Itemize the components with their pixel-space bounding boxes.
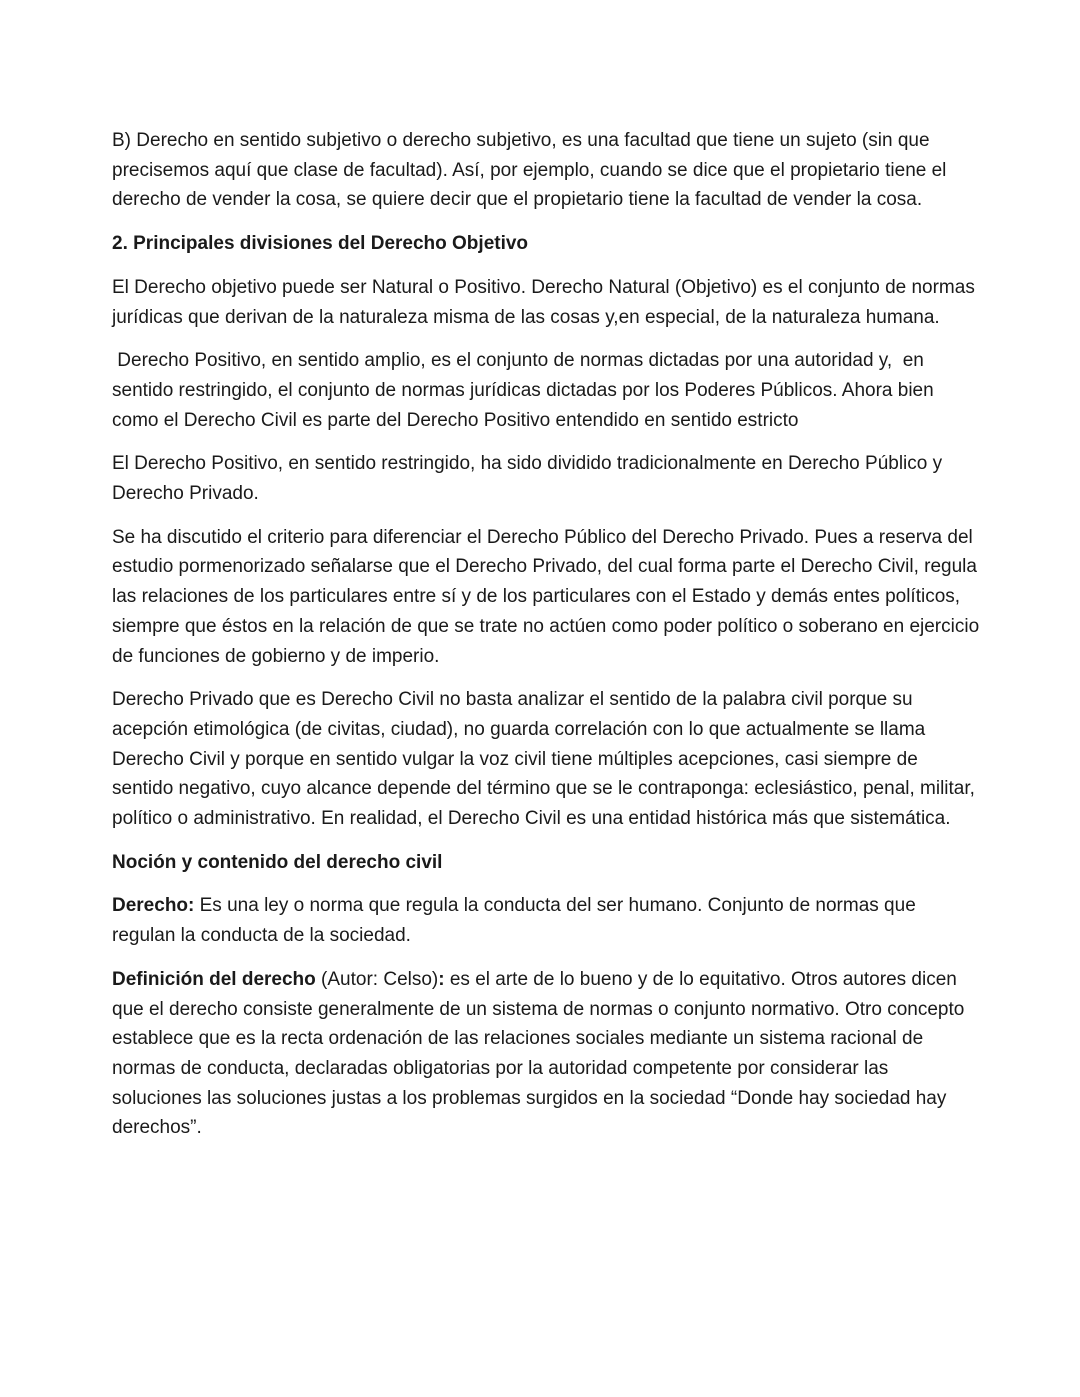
derecho-definition-text: Es una ley o norma que regula la conducta del ser humano. Conjunto de normas que regulan la conducta de la sociedad.	[112, 895, 916, 947]
term-derecho: Derecho:	[112, 895, 195, 917]
paragraph-criterio: Se ha discutido el criterio para diferenciar el Derecho Público del Derecho Privado. Pues a reserva del estudio pormenorizado señalarse que el Derecho Privado, del cual forma parte el Derecho Civil, regula las relaciones de los particulares entre sí y de los particulares con el Estado y demás entes políticos, siempre que éstos en la relación de que se trate no actúen como poder político o soberano en ejercicio de funciones de gobierno y de imperio.	[112, 526, 980, 667]
term-definicion: Definición del derecho	[112, 968, 316, 990]
paragraph-derecho-positivo: Derecho Positivo, en sentido amplio, es el conjunto de normas dictadas por una autoridad y, en sentido restringido, el conjunto de normas jurídicas dictadas por los Poderes Públicos. Ahora bien como el Derecho Civil es parte del Derecho Positivo entendido en sentido estricto	[112, 350, 939, 431]
paragraph-derecho-civil: Derecho Privado que es Derecho Civil no basta analizar el sentido de la palabra civil porque su acepción etimológica (de civitas, ciudad), no guarda correlación con lo que actualmente se llama Derecho Civil y porque en sentido vulgar la voz civil tiene múltiples acepciones, casi siempre de sentido negativo, cuyo alcance depende del término que se le contraponga: eclesiástico, penal, militar, político o administrativo. En realidad, el Derecho Civil es una entidad histórica más que sistemática.	[112, 689, 975, 830]
paragraph-publico-privado: El Derecho Positivo, en sentido restringido, ha sido dividido tradicionalmente en Derecho Público y Derecho Privado.	[112, 453, 943, 505]
paragraph-definicion-celso	[112, 965, 982, 1143]
colon-mark: :	[438, 968, 445, 990]
definicion-text: es el arte de lo bueno y de lo equitativo. Otros autores dicen que el derecho consiste generalmente de un sistema de normas o conjunto normativo. Otro concepto establece que es la recta ordenación de las relaciones sociales mediante un sistema racional de normas de conducta, declaradas obligatorias por la autoridad competente por considerar las soluciones las soluciones justas a los problemas surgidos en la sociedad “Donde hay sociedad hay derechos”.	[112, 968, 965, 1139]
document-page	[112, 126, 982, 1157]
paragraph-derecho-subjetivo: B) Derecho en sentido subjetivo o derecho subjetivo, es una facultad que tiene un sujeto (sin que precisemos aquí que clase de facultad). Así, por ejemplo, cuando se dice que el propietario tiene el derecho de vender la cosa, se quiere decir que el propietario tiene la facultad de vender la cosa.	[112, 130, 947, 211]
paragraph-derecho-definition	[112, 891, 982, 950]
paragraph-derecho-natural: El Derecho objetivo puede ser Natural o Positivo. Derecho Natural (Objetivo) es el conjunto de normas jurídicas que derivan de la naturaleza misma de las cosas y,en especial, de la naturaleza humana.	[112, 276, 975, 328]
author-reference: (Autor: Celso)	[315, 968, 439, 990]
section-heading-nocion: Noción y contenido del derecho civil	[112, 851, 443, 873]
section-heading-divisiones: 2. Principales divisiones del Derecho Objetivo	[112, 233, 529, 255]
